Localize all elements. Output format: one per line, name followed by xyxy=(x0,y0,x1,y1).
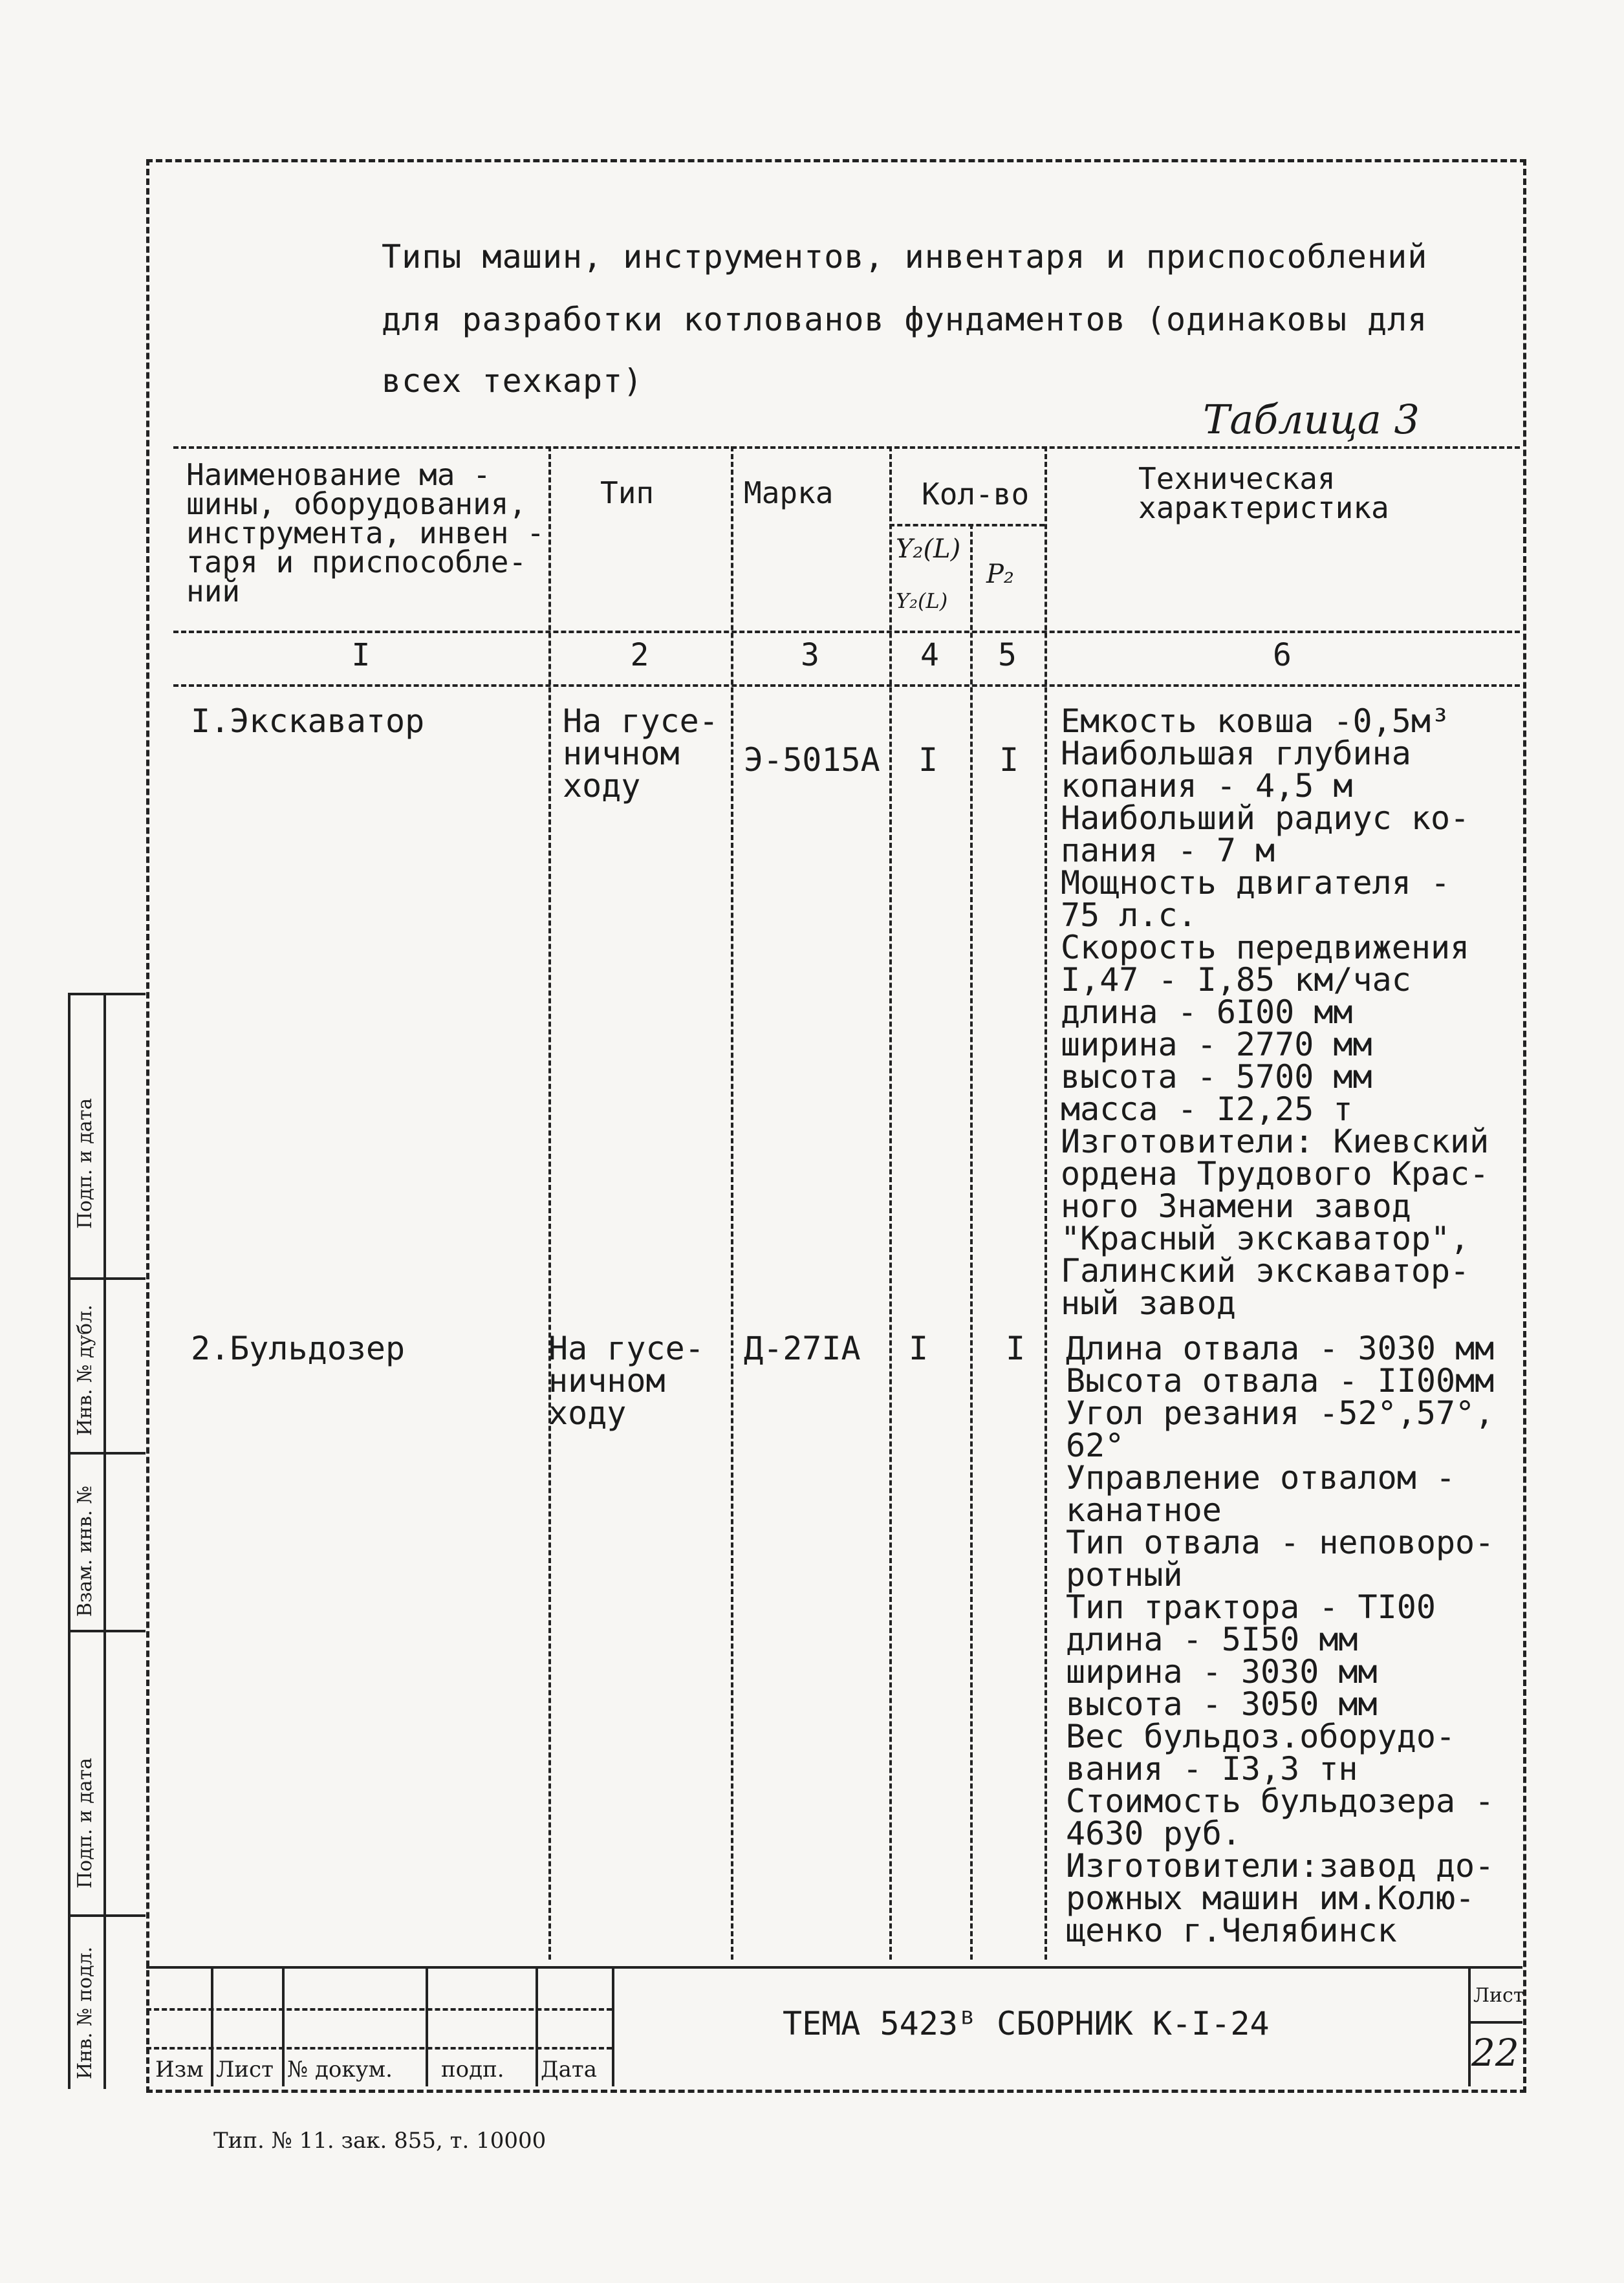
footer-sheet-label: Лист xyxy=(1473,1984,1524,2007)
col-divider-3 xyxy=(889,446,892,1960)
header-qty-sub1-bottom: Y₂(L) xyxy=(896,589,948,613)
footer-col-list: Лист xyxy=(216,2057,274,2083)
footer-div-2 xyxy=(282,1966,285,2086)
row-1-name: I.Экскаватор xyxy=(191,702,425,740)
col-number-2: 2 xyxy=(630,637,649,673)
side-stamp-rule-2 xyxy=(68,1452,146,1455)
side-stamp-outer-left xyxy=(68,993,70,2089)
col-divider-4 xyxy=(970,524,973,1960)
footer-div-1 xyxy=(211,1966,213,2086)
side-podp-data-2: Подп. и дата xyxy=(74,1757,96,1888)
row-2-name: 2.Бульдозер xyxy=(191,1330,406,1367)
row-2-brand: Д-27IА xyxy=(744,1330,861,1367)
heading-line-1: Типы машин, инструментов, инвентаря и приспособлений xyxy=(382,238,1428,276)
heading-line-2: для разработки котлованов фундаментов (одинаковы для xyxy=(382,301,1428,338)
col-number-3: 3 xyxy=(801,637,819,673)
header-name: Наименование ма - шины, оборудования, инструмента, инвен - таря и приспособле- ний xyxy=(186,457,545,609)
header-type: Тип xyxy=(600,475,655,510)
col-number-6: 6 xyxy=(1273,637,1292,673)
footer-sheet-number: 22 xyxy=(1471,2031,1519,2075)
row-2-type: На гусе- ничном ходу xyxy=(548,1330,704,1432)
header-spec: Техническая характеристика xyxy=(1138,461,1389,525)
footer-col-doc: № докум. xyxy=(287,2057,393,2083)
side-inv-podl: Инв. № подл. xyxy=(74,1946,96,2079)
side-stamp-rule-4 xyxy=(68,1914,146,1917)
footer-title: ТЕМА 5423ᴮ СБОРНИК К-I-24 xyxy=(783,2005,1270,2042)
footer-div-4 xyxy=(536,1966,538,2086)
col-number-1: I xyxy=(351,637,371,673)
footer-col-izm: Изм xyxy=(155,2057,204,2083)
footer-col-podp: подп. xyxy=(441,2057,504,2083)
footer-sheet-rule xyxy=(1468,2021,1522,2024)
footer-div-5 xyxy=(612,1966,614,2086)
side-vzam-inv: Взам. инв. № xyxy=(74,1485,96,1617)
side-stamp-rule-0 xyxy=(68,993,146,995)
row-1-qty1: I xyxy=(918,741,938,779)
header-brand: Марка xyxy=(744,475,834,510)
col-divider-2 xyxy=(731,446,733,1960)
numbers-bottom-rule xyxy=(173,684,1520,687)
side-stamp-rule-3 xyxy=(68,1630,146,1632)
footer-div-6 xyxy=(1468,1966,1471,2086)
header-qty-sub1-top: Y₂(L) xyxy=(896,534,961,564)
table-label: Таблица 3 xyxy=(1203,396,1420,443)
footer-mid-rule-1 xyxy=(146,2008,612,2011)
row-2-qty2: I xyxy=(1006,1330,1026,1367)
footer-top-rule xyxy=(146,1966,1522,1969)
row-1-qty2: I xyxy=(999,741,1019,779)
header-qty-sub2: P₂ xyxy=(986,559,1014,589)
table-top-rule xyxy=(173,446,1520,449)
footer-col-data: Дата xyxy=(541,2057,597,2083)
heading-line-3: всех техкарт) xyxy=(382,362,644,400)
side-podp-data-1: Подп. и дата xyxy=(74,1098,96,1229)
side-inv-dubl: Инв. № дубл. xyxy=(74,1304,96,1436)
row-1-spec: Емкость ковша -0,5м³ Наибольшая глубина копания - 4,5 м Наибольший радиус ко- пания - 7 м Мощность двигателя - 75 л.с. Скорость передвижения I,47 - I,85 км/час длина - 6I00 мм ширина - 2770 мм высота - 5700 мм масса - I2,25 т Изготовители: Киевский ордена Трудового Крас- ного Знамени завод "Красный экскаватор", Галинский экскаватор- ный завод xyxy=(1061,702,1489,1322)
row-2-spec: Длина отвала - 3030 мм Высота отвала - II00мм Угол резания -52°,57°, 62° Управление отвалом - канатное Тип отвала - неповоро- ротный Тип трактора - TI00 длина - 5I50 мм ширина - 3030 мм высота - 3050 мм Вес бульдоз.оборудо- вания - I3,3 тн Стоимость бульдозера - 4630 руб. Изготовители:завод до- рожных машин им.Колю- щенко г.Челябинск xyxy=(1066,1330,1495,1949)
col-number-5: 5 xyxy=(998,637,1017,673)
header-bottom-rule xyxy=(173,631,1520,633)
col-number-4: 4 xyxy=(920,637,939,673)
col-divider-5 xyxy=(1045,446,1047,1960)
qty-sub-rule xyxy=(889,524,1045,526)
row-1-brand: Э-5015А xyxy=(744,741,880,779)
row-1-type: На гусе- ничном ходу xyxy=(563,702,719,805)
side-stamp-inner xyxy=(103,993,106,2089)
row-2-qty1: I xyxy=(909,1330,929,1367)
footer-mid-rule-2 xyxy=(146,2047,612,2050)
header-qty: Кол-во xyxy=(922,477,1030,512)
side-stamp-rule-1 xyxy=(68,1277,146,1280)
print-info: Тип. № 11. зак. 855, т. 10000 xyxy=(213,2128,547,2154)
col-divider-1 xyxy=(548,446,551,1960)
footer-div-3 xyxy=(426,1966,428,2086)
